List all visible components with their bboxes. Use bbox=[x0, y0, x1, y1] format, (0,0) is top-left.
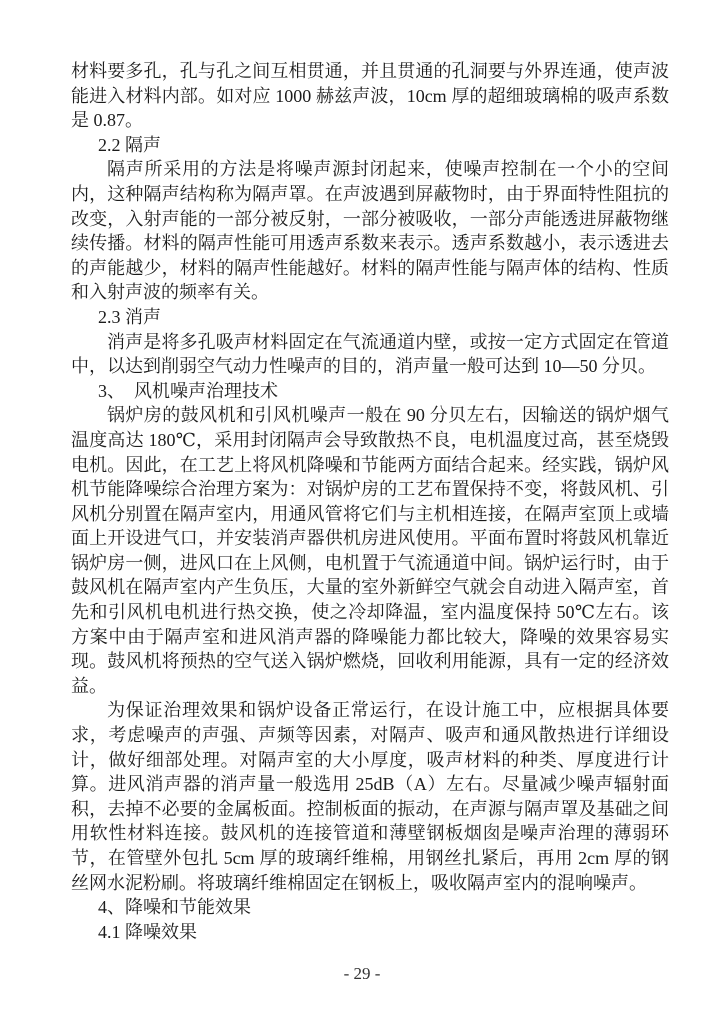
section-heading: 3、 风机噪声治理技术 bbox=[98, 380, 278, 401]
section-heading: 4.1 降噪效果 bbox=[98, 921, 197, 942]
section-heading: 2.2 隔声 bbox=[98, 134, 161, 155]
paragraph: 材料要多孔，孔与孔之间互相贯通，并且贯通的孔洞要与外界连通，使声波能进入材料内部。如对应 1000 赫兹声波，10cm 厚的超细玻璃棉的吸声系数是 0.87。 bbox=[71, 61, 669, 131]
document-body bbox=[71, 59, 669, 944]
section-heading: 4、降噪和节能效果 bbox=[98, 897, 251, 918]
section-heading: 2.3 消声 bbox=[98, 306, 161, 327]
paragraph: 锅炉房的鼓风机和引风机噪声一般在 90 分贝左右，因输送的锅炉烟气温度高达 180℃，采用封闭隔声会导致散热不良，电机温度过高，甚至烧毁电机。因此，在工艺上将风机降噪和节能两方面结合起来。经实践，锅炉风机节能降噪综合治理方案为：对锅炉房的工艺布置保持不变，将鼓风机、引风机分别置在隔声室内，用通风管将它们与主机相连接，在隔声室顶上或墙面上开设进气口，并安装消声器供机房进风使用。平面布置时将鼓风机靠近锅炉房一侧，进风口在上风侧，电机置于气流通道中间。锅炉运行时，由于鼓风机在隔声室内产生负压，大量的室外新鲜空气就会自动进入隔声室，首先和引风机电机进行热交换，使之冷却降温，室内温度保持 50℃左右。该方案中由于隔声室和进风消声器的降噪能力都比较大，降噪的效果容易实现。鼓风机将预热的空气送入锅炉燃烧，回收利用能源，具有一定的经济效益。 bbox=[71, 405, 669, 696]
page-number: - 29 - bbox=[343, 964, 381, 983]
paragraph: 隔声所采用的方法是将噪声源封闭起来，使噪声控制在一个小的空间内，这种隔声结构称为隔声罩。在声波遇到屏蔽物时，由于界面特性阻抗的改变，入射声能的一部分被反射，一部分被吸收，一部分声能透进屏蔽物继续传播。材料的隔声性能可用透声系数来表示。透声系数越小，表示透进去的声能越少，材料的隔声性能越好。材料的隔声性能与隔声体的结构、性质和入射声波的频率有关。 bbox=[71, 159, 669, 303]
paragraph: 为保证治理效果和锅炉设备正常运行，在设计施工中，应根据具体要求，考虑噪声的声强、声频等因素，对隔声、吸声和通风散热进行详细设计，做好细部处理。对隔声室的大小厚度，吸声材料的种类、厚度进行计算。进风消声器的消声量一般选用 25dB（A）左右。尽量减少噪声辐射面积，去掉不必要的金属板面。控制板面的振动，在声源与隔声罩及基础之间用软性材料连接。鼓风机的连接管道和薄壁钢板烟囱是噪声治理的薄弱环节，在管壁外包扎 5cm 厚的玻璃纤维棉，用钢丝扎紧后，再用 2cm 厚的钢丝网水泥粉刷。将玻璃纤维棉固定在钢板上，吸收隔声室内的混响噪声。 bbox=[71, 700, 669, 893]
paragraph: 消声是将多孔吸声材料固定在气流通道内壁，或按一定方式固定在管道中，以达到削弱空气动力性噪声的目的，消声量一般可达到 10—50 分贝。 bbox=[71, 331, 669, 377]
